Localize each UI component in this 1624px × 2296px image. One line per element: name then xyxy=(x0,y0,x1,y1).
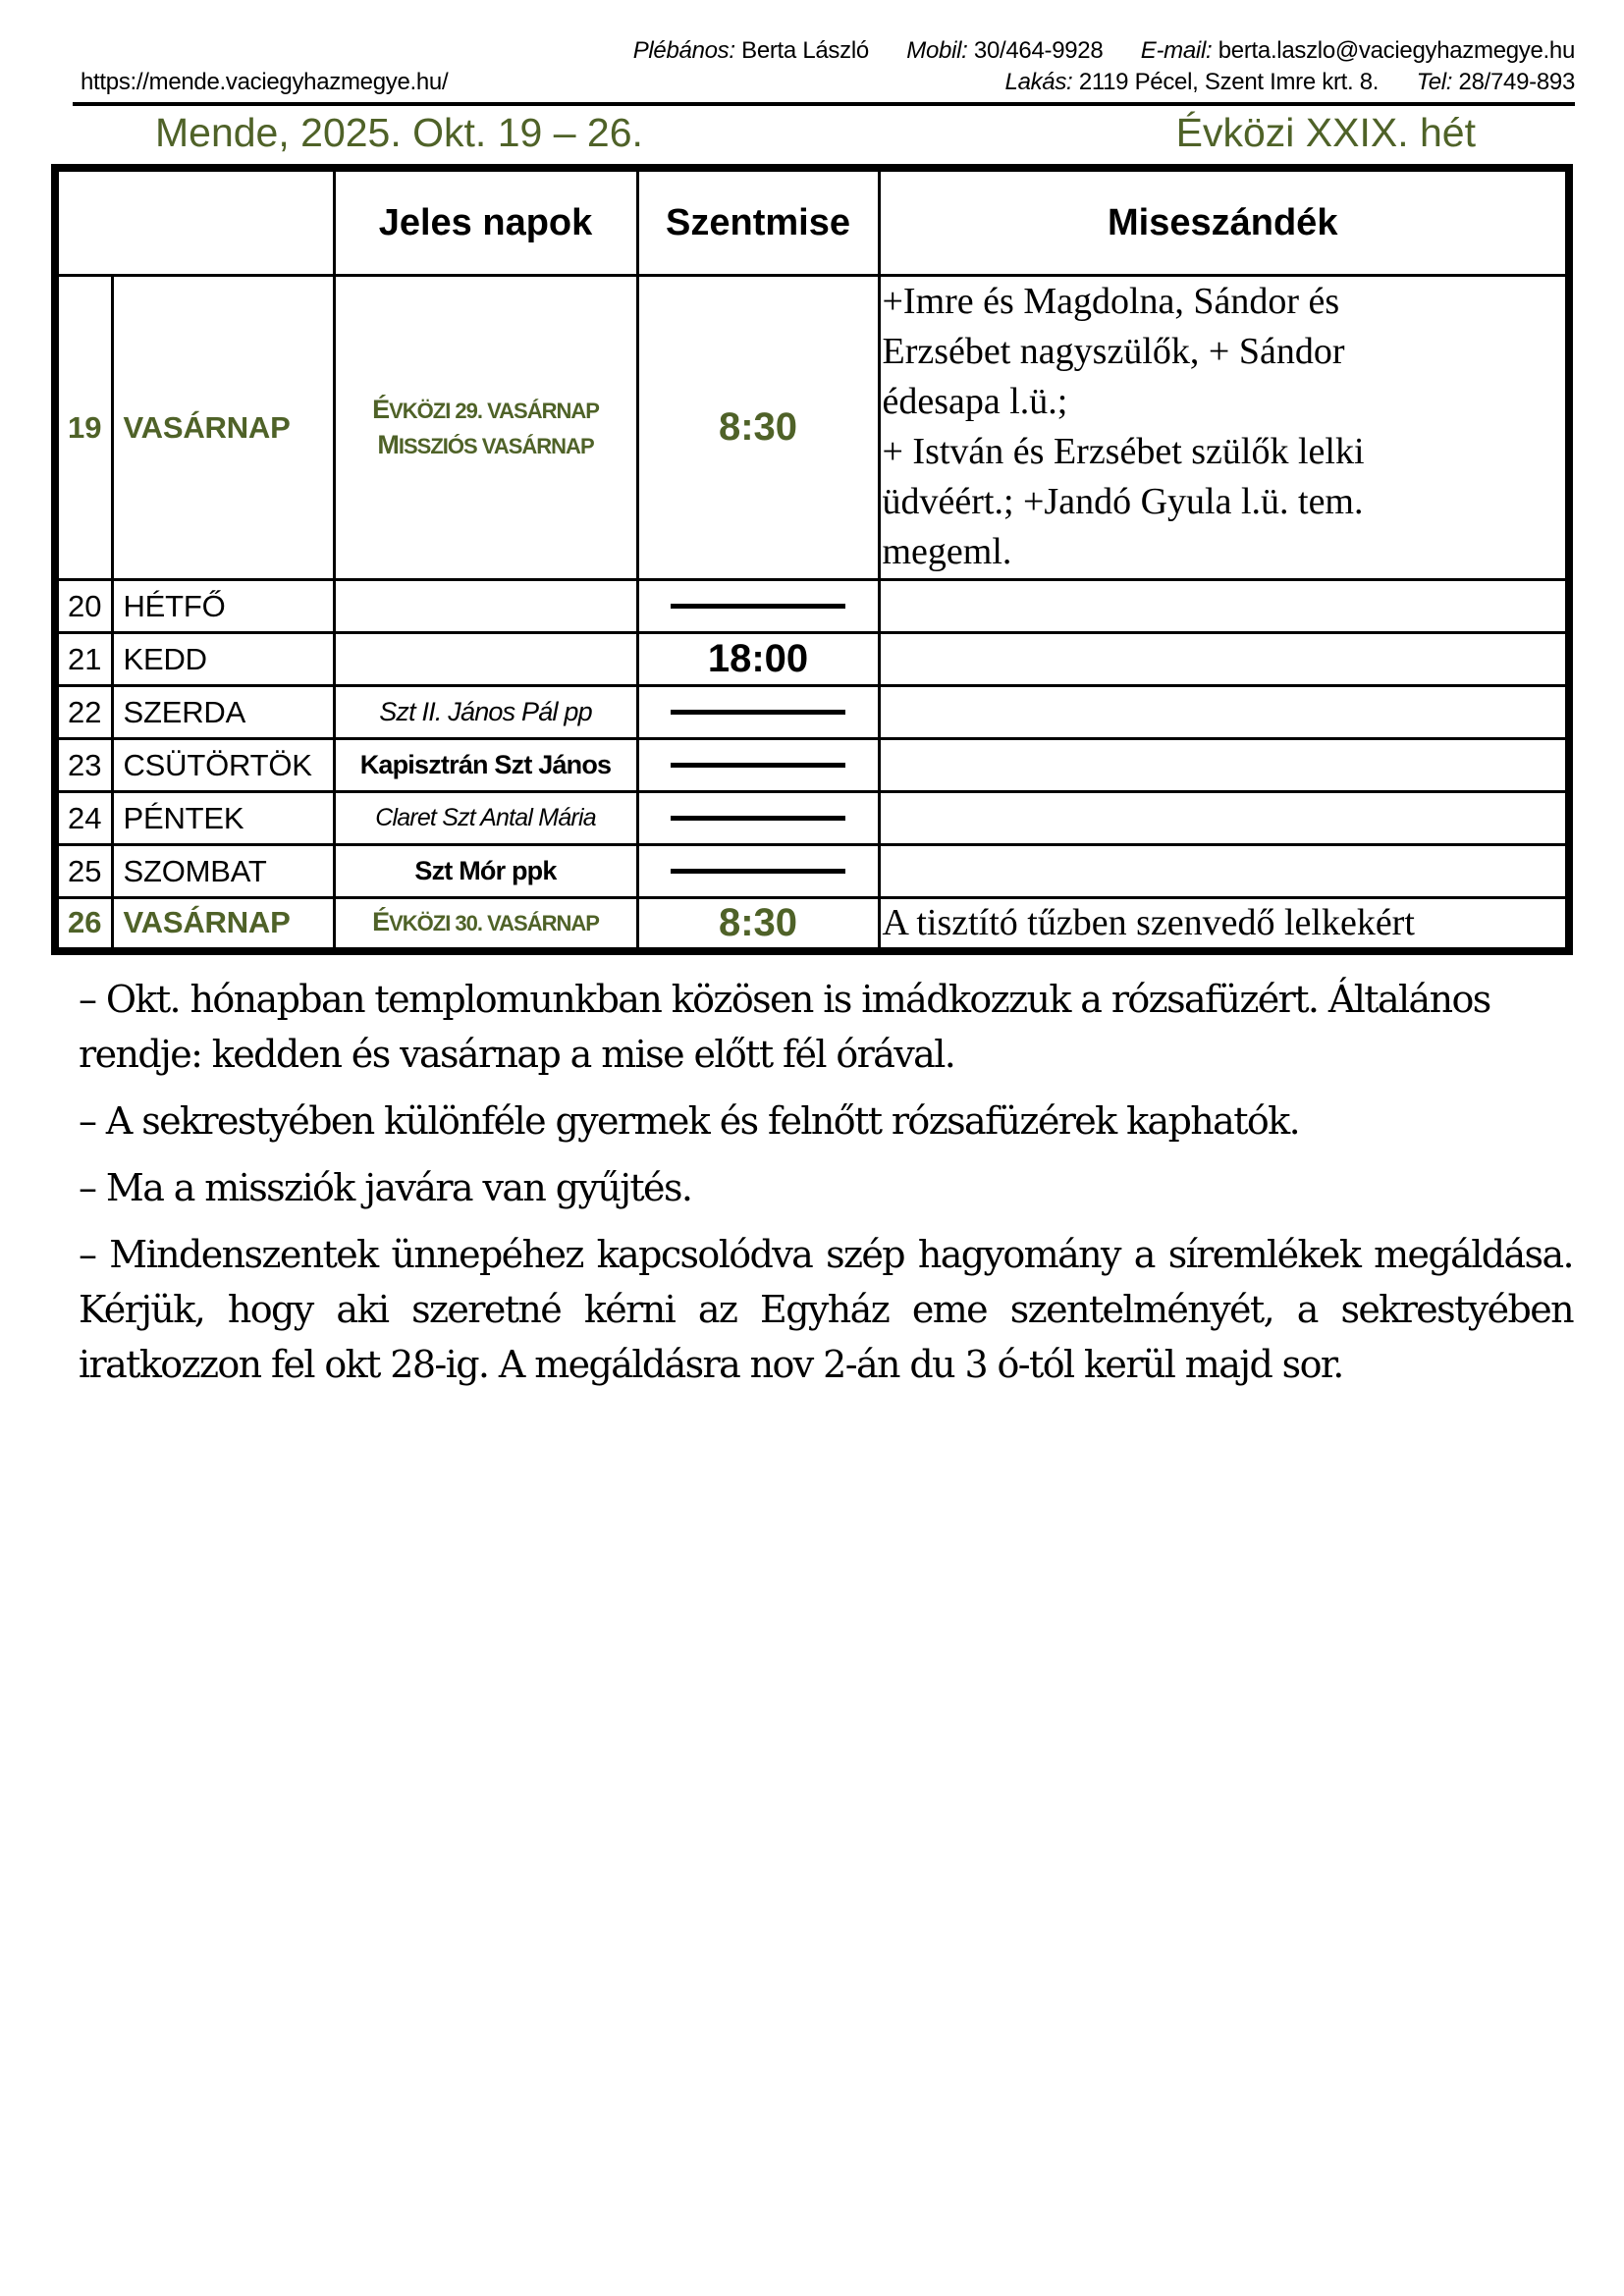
mass-time-cell xyxy=(637,633,879,686)
feast-cell xyxy=(334,580,637,633)
announcement-item: – Okt. hónapban templomunkban közösen is imádkozzuk a rózsafüzért. Általános rendje: kedden és vasárnap a mise előtt fél órával. xyxy=(79,978,1490,1076)
no-mass-dash xyxy=(671,869,845,874)
day-name: PÉNTEK xyxy=(112,792,334,845)
website-link[interactable]: https://mende.vaciegyhazmegye.hu/ xyxy=(81,69,449,95)
mass-time-cell xyxy=(637,898,879,951)
feast-cell xyxy=(334,633,637,686)
mass-time-cell xyxy=(637,276,879,580)
day-name: CSÜTÖRTÖK xyxy=(112,739,334,792)
contact-line-pastor xyxy=(633,37,1575,65)
feast-line: ÉVKÖZI 30. VASÁRNAP xyxy=(372,907,599,937)
email-info xyxy=(1141,37,1575,64)
table-row xyxy=(55,845,1569,898)
home-info xyxy=(1005,69,1380,95)
pastor-info xyxy=(633,37,869,64)
mobile-info xyxy=(906,37,1103,64)
header-intention: Miseszándék xyxy=(879,168,1569,276)
intention-cell xyxy=(879,633,1569,686)
liturgical-week: Évközi XXIX. hét xyxy=(1175,110,1476,155)
announcement-item: – Mindenszentek ünnepéhez kapcsolódva szép hagyomány a síremlékek megáldása. Kérjük, hogy aki szeretné kérni az Egyház eme szentelményét, a sekrestyében iratkozzon fel okt 28-ig. A megáldásra nov 2-án du 3 ó-tól kerül majd sor. xyxy=(79,1233,1573,1386)
intention-cell: A tisztító tűzben szenvedő lelkekért xyxy=(879,898,1569,951)
table-header-row xyxy=(55,168,1569,276)
intention-line: üdvéért.; +Jandó Gyula l.ü. tem. xyxy=(882,481,1364,522)
feast-cell xyxy=(334,276,637,580)
day-name: HÉTFŐ xyxy=(112,580,334,633)
mass-schedule-table xyxy=(51,164,1573,955)
mobile-number: 30/464-9928 xyxy=(973,37,1104,64)
tel-label: Tel: xyxy=(1416,69,1453,95)
feast-cell xyxy=(334,898,637,951)
intention-cell xyxy=(879,580,1569,633)
feast-cell: Szt II. János Pál pp xyxy=(334,686,637,739)
table-row xyxy=(55,276,1569,580)
table-row xyxy=(55,633,1569,686)
header-divider xyxy=(73,102,1575,106)
intention-cell xyxy=(879,845,1569,898)
table-row xyxy=(55,898,1569,951)
pastor-label: Plébános: xyxy=(632,37,735,64)
day-number: 23 xyxy=(55,739,112,792)
header-mass: Szentmise xyxy=(637,168,879,276)
feast-cell: Szt Mór ppk xyxy=(334,845,637,898)
mass-time-cell xyxy=(637,739,879,792)
tel-number: 28/749-893 xyxy=(1458,69,1575,95)
mass-time: 18:00 xyxy=(707,637,809,680)
day-name: KEDD xyxy=(112,633,334,686)
title-row xyxy=(155,110,1476,156)
pastor-name: Berta László xyxy=(741,37,869,64)
intention-line: megeml. xyxy=(882,531,1012,572)
header-feast: Jeles napok xyxy=(334,168,637,276)
intention-cell xyxy=(879,276,1569,580)
table-row xyxy=(55,792,1569,845)
intention-line: édesapa l.ü.; xyxy=(882,381,1068,422)
announcement-item: – A sekrestyében különféle gyermek és felnőtt rózsafüzérek kaphatók. xyxy=(79,1099,1300,1143)
intention-line: Erzsébet nagyszülők, + Sándor xyxy=(882,331,1345,372)
contact-line-address xyxy=(81,69,1575,96)
day-number: 20 xyxy=(55,580,112,633)
tel-info xyxy=(1417,69,1575,95)
announcement-item: – Ma a missziók javára van gyűjtés. xyxy=(79,1166,692,1209)
feast-line: MISSZIÓS VASÁRNAP xyxy=(377,429,594,459)
mass-time-cell xyxy=(637,580,879,633)
day-name: VASÁRNAP xyxy=(112,276,334,580)
mass-time-cell xyxy=(637,845,879,898)
day-number: 22 xyxy=(55,686,112,739)
table-row xyxy=(55,739,1569,792)
feast-cell: Claret Szt Antal Mária xyxy=(334,792,637,845)
table-row xyxy=(55,686,1569,739)
mass-time-cell xyxy=(637,686,879,739)
day-number: 25 xyxy=(55,845,112,898)
no-mass-dash xyxy=(671,604,845,609)
email-link[interactable]: berta.laszlo@vaciegyhazmegye.hu xyxy=(1218,37,1575,64)
mass-time: 8:30 xyxy=(718,405,798,449)
day-number: 24 xyxy=(55,792,112,845)
intention-cell xyxy=(879,739,1569,792)
day-name: VASÁRNAP xyxy=(112,898,334,951)
day-number: 21 xyxy=(55,633,112,686)
day-number: 19 xyxy=(55,276,112,580)
no-mass-dash xyxy=(671,816,845,821)
no-mass-dash xyxy=(671,710,845,715)
feast-line: ÉVKÖZI 29. VASÁRNAP xyxy=(372,394,599,424)
no-mass-dash xyxy=(671,763,845,768)
home-tel-group xyxy=(1005,69,1575,96)
day-name: SZOMBAT xyxy=(112,845,334,898)
day-name: SZERDA xyxy=(112,686,334,739)
email-label: E-mail: xyxy=(1140,37,1213,64)
home-label: Lakás: xyxy=(1004,69,1073,95)
home-address: 2119 Pécel, Szent Imre krt. 8. xyxy=(1078,69,1380,95)
feast-cell: Kapisztrán Szt János xyxy=(334,739,637,792)
mass-time: 8:30 xyxy=(718,900,798,944)
table-row xyxy=(55,580,1569,633)
page-title: Mende, 2025. Okt. 19 – 26. xyxy=(155,110,643,155)
announcements xyxy=(79,972,1573,1404)
day-number: 26 xyxy=(55,898,112,951)
intention-line: + István és Erzsébet szülők lelki xyxy=(882,431,1365,472)
intention-cell xyxy=(879,792,1569,845)
intention-cell xyxy=(879,686,1569,739)
mass-time-cell xyxy=(637,792,879,845)
header-day-blank xyxy=(55,168,334,276)
mobile-label: Mobil: xyxy=(906,37,968,64)
intention-line: +Imre és Magdolna, Sándor és xyxy=(882,281,1340,322)
